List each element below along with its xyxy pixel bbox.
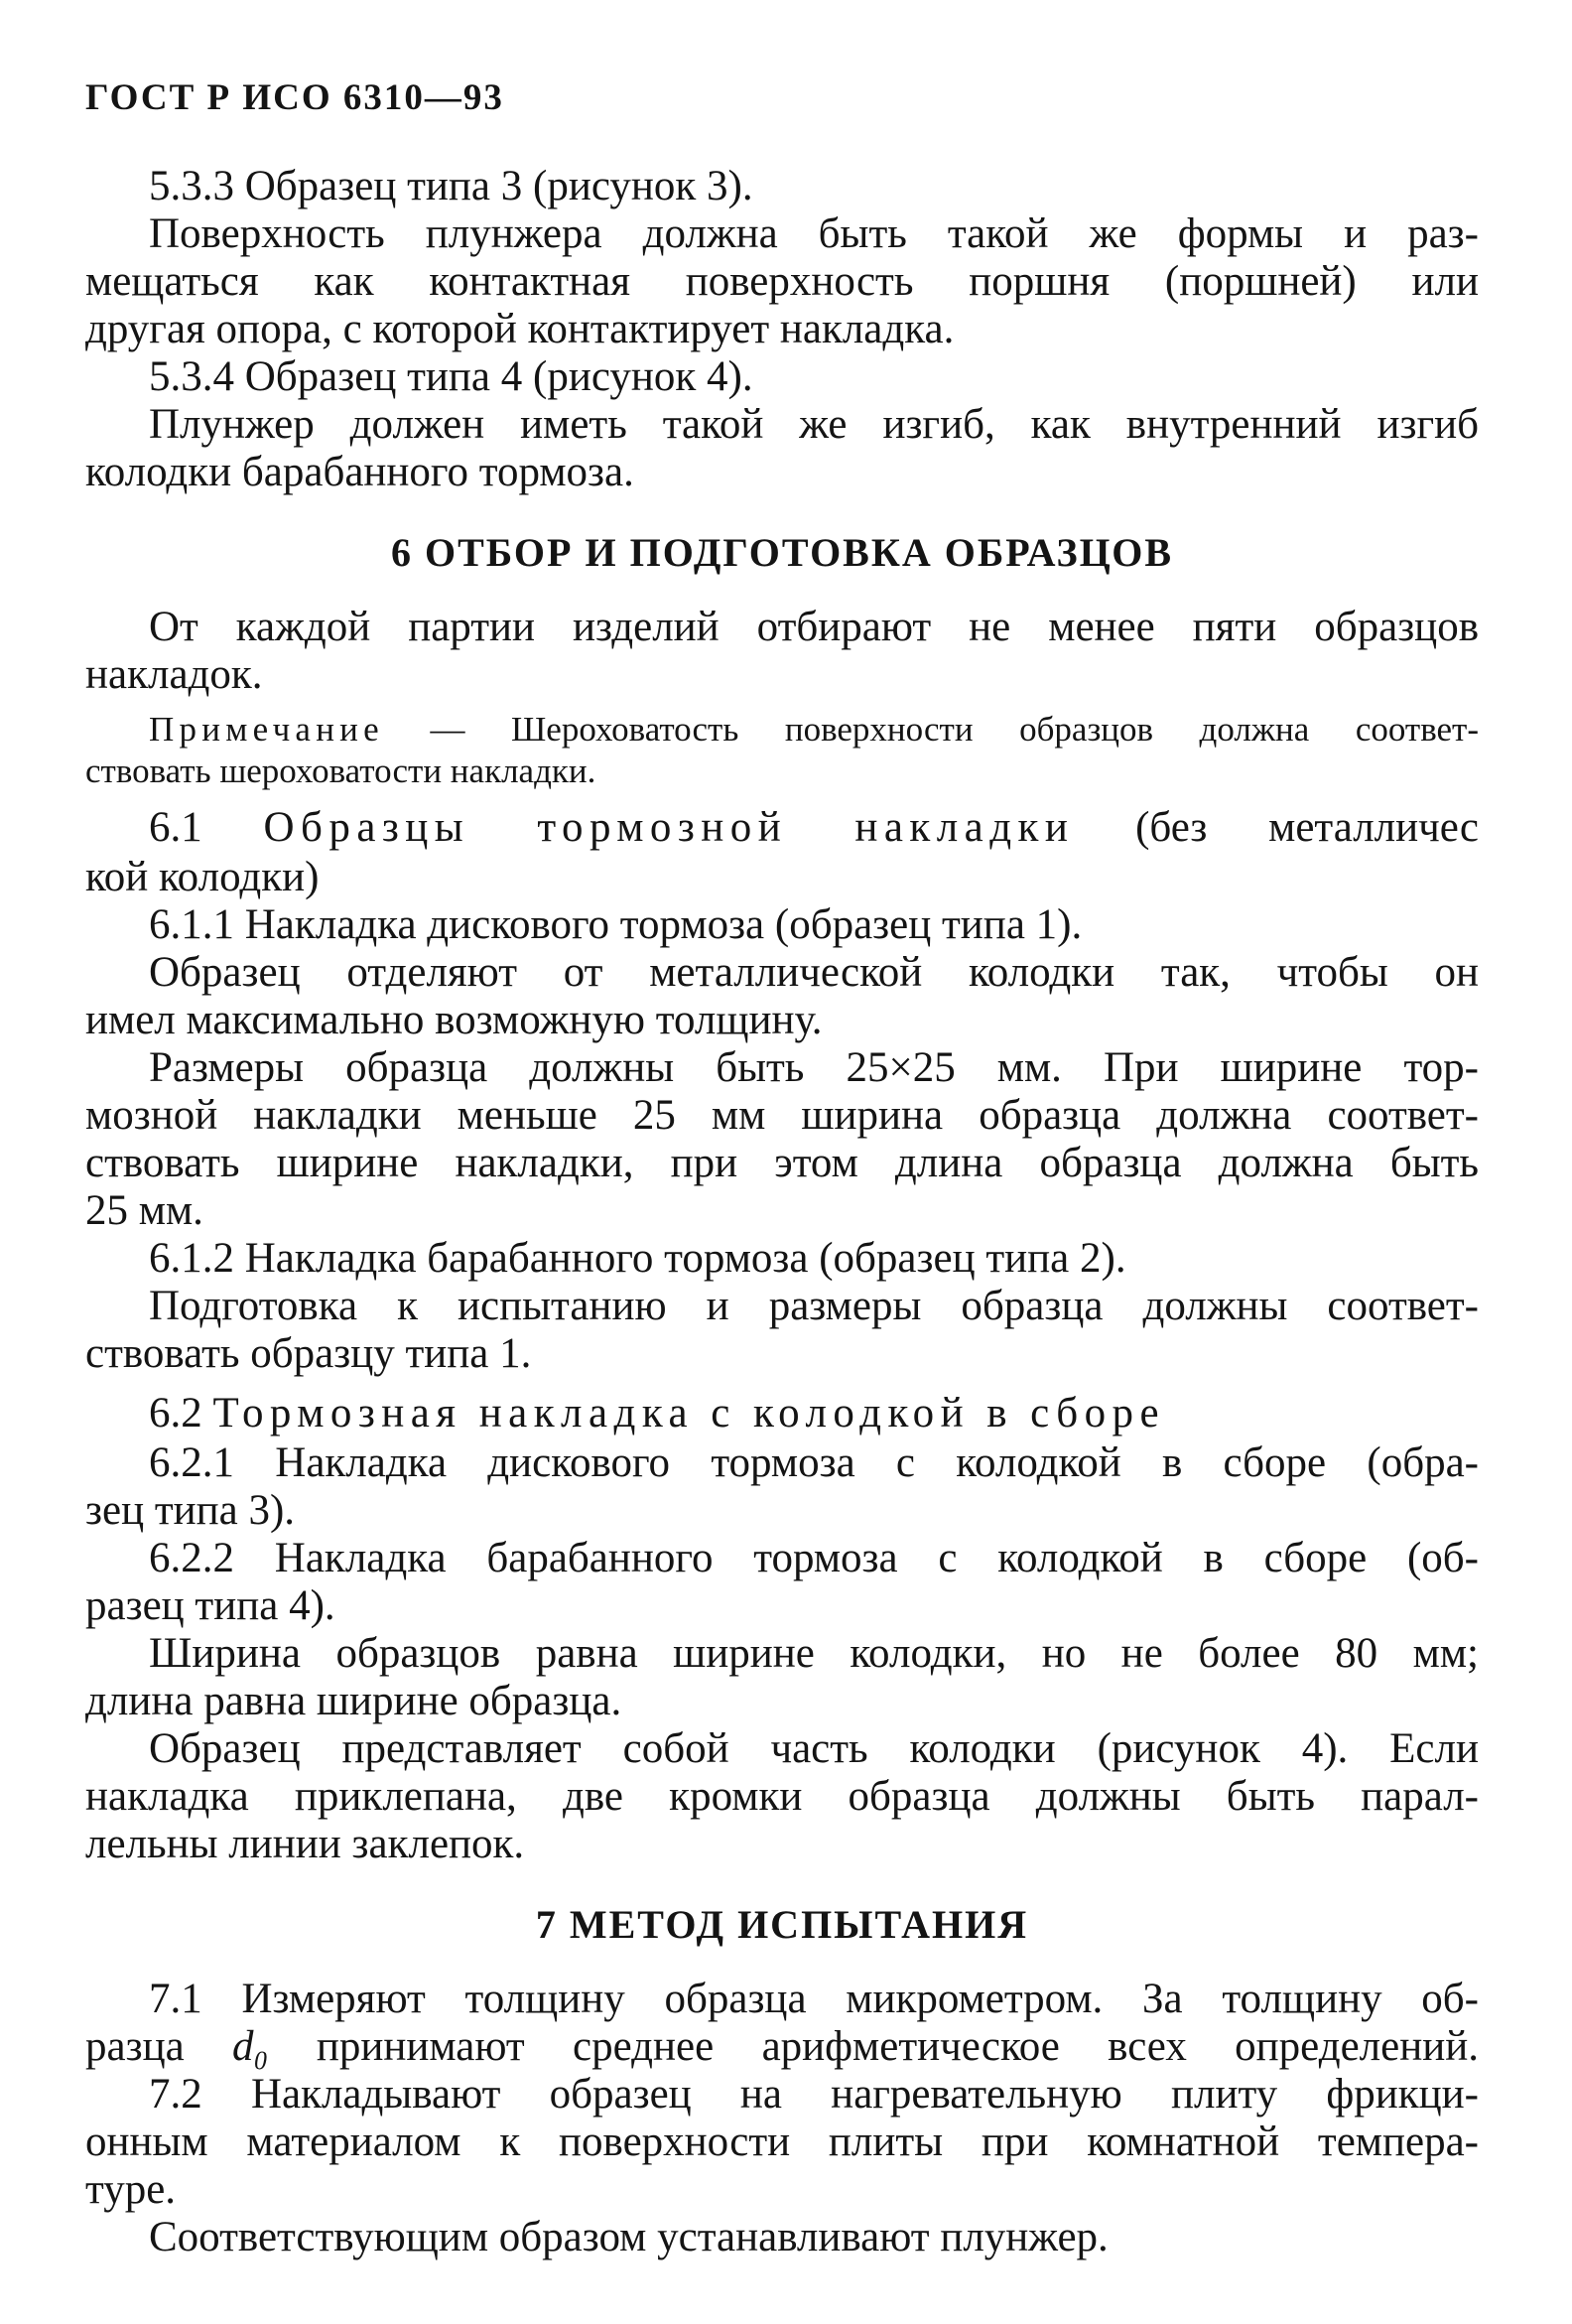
section-heading: 6 ОТБОР И ПОДГОТОВКА ОБРАЗЦОВ	[390, 530, 1174, 575]
text-fragment: разца	[85, 2023, 233, 2070]
text-line: Плунжер должен иметь такой же изгиб, как внутренний изгиб	[149, 401, 1479, 448]
math-symbol: d₀	[232, 2023, 269, 2070]
text-line: 6.2.1 Накладка дискового тормоза с колодкой в сборе (обра-	[149, 1439, 1479, 1486]
text-line: кой колодки)	[85, 854, 320, 900]
text-line: 7.1 Измеряют толщину образца микрометром. За толщину об-	[149, 1976, 1479, 2022]
letterspaced-text: Тормозная накладка с колодкой в сборе	[212, 1390, 1166, 1436]
text-fragment: (без металличес	[1074, 804, 1479, 851]
document-body	[85, 163, 1479, 2261]
text-line: имел максимально возможную толщину.	[85, 997, 823, 1043]
text-line: колодки барабанного тормоза.	[85, 449, 634, 495]
text-line: 5.3.4 Образец типа 4 (рисунок 4).	[149, 353, 753, 400]
text-line: длина равна ширине образца.	[85, 1678, 622, 1724]
note-line: ствовать шероховатости накладки.	[85, 752, 596, 790]
text-line: 6.2.2 Накладка барабанного тормоза с колодкой в сборе (об-	[149, 1535, 1479, 1581]
document-code-header: ГОСТ Р ИСО 6310—93	[85, 77, 504, 118]
text-line: 6.1.2 Накладка барабанного тормоза (образец типа 2).	[149, 1235, 1126, 1282]
text-line: Подготовка к испытанию и размеры образца должны соответ-	[149, 1283, 1479, 1329]
text-line: Поверхность плунжера должна быть такой же формы и раз-	[149, 210, 1479, 257]
text-fragment: — Шероховатость поверхности образцов должна соответ-	[383, 710, 1479, 749]
text-line: 7.2 Накладывают образец на нагревательную плиту фрикци-	[149, 2071, 1479, 2118]
text-line: зец типа 3).	[85, 1487, 296, 1534]
note-line	[85, 709, 1479, 751]
text-line	[85, 2023, 1479, 2071]
text-fragment: 6.2	[149, 1390, 213, 1436]
text-line: Размеры образца должны быть 25×25 мм. При ширине тор-	[149, 1044, 1479, 1091]
text-line: мещаться как контактная поверхность поршня (поршней) или	[85, 258, 1479, 305]
text-line: 25 мм.	[85, 1187, 203, 1234]
text-fragment: принимают среднее арифметическое всех определений.	[268, 2023, 1479, 2070]
text-line: От каждой партии изделий отбирают не менее пяти образцов	[149, 604, 1479, 650]
text-line: 6.1.1 Накладка дискового тормоза (образец типа 1).	[149, 901, 1083, 948]
letterspaced-text: Образцы тормозной накладки	[263, 804, 1075, 851]
text-line: ствовать ширине накладки, при этом длина образца должна быть	[85, 1140, 1479, 1186]
text-line: 5.3.3 Образец типа 3 (рисунок 3).	[149, 163, 753, 209]
text-line: Образец отделяют от металлической колодки так, чтобы он	[149, 949, 1479, 996]
text-line: Образец представляет собой часть колодки (рисунок 4). Если	[149, 1725, 1479, 1772]
text-line: другая опора, с которой контактирует накладка.	[85, 306, 955, 352]
text-fragment: 6.1	[149, 804, 264, 851]
text-line: Ширина образцов равна ширине колодки, но не более 80 мм;	[149, 1630, 1479, 1677]
text-line: онным материалом к поверхности плиты при комнатной темпера-	[85, 2119, 1479, 2165]
subsection-heading	[85, 1390, 1479, 1437]
text-line: накладок.	[85, 651, 263, 698]
text-line: разец типа 4).	[85, 1582, 335, 1629]
text-line: накладка приклепана, две кромки образца должны быть парал-	[85, 1773, 1479, 1820]
text-line: лельны линии заклепок.	[85, 1821, 525, 1867]
text-line: мозной накладки меньше 25 мм ширина образца должна соответ-	[85, 1092, 1479, 1139]
text-line: ствовать образцу типа 1.	[85, 1330, 532, 1377]
letterspaced-text: Примечание	[149, 710, 384, 749]
section-heading: 7 МЕТОД ИСПЫТАНИЯ	[535, 1902, 1029, 1947]
text-line: туре.	[85, 2166, 177, 2213]
text-line: Соответствующим образом устанавливают плунжер.	[149, 2214, 1109, 2260]
subsection-heading	[85, 804, 1479, 852]
